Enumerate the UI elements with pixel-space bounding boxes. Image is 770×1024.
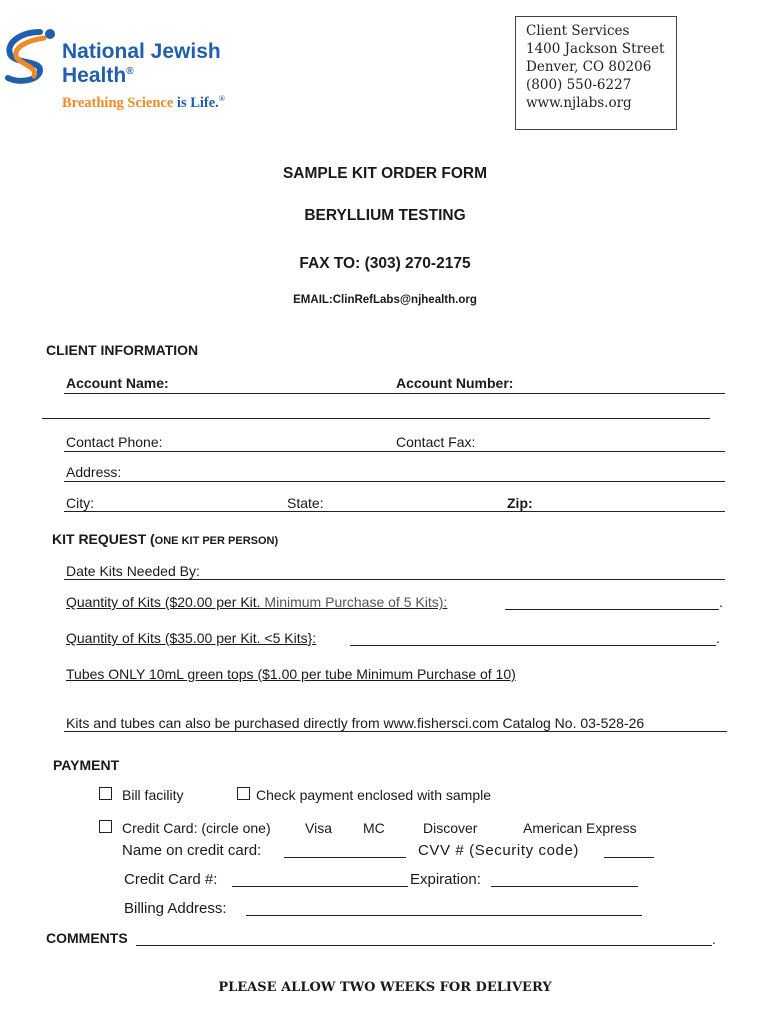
check-payment-label: Check payment enclosed with sample [256,787,492,803]
kit-request-heading-small: ONE KIT PER PERSON) [154,535,279,547]
name-on-card-label: Name on credit card: [122,842,262,859]
bill-facility-checkbox[interactable] [99,787,112,800]
national-jewish-health-logo-mark [0,26,60,88]
city-label: City: [66,495,94,511]
client-services-phone: (800) 550-6227 [526,77,632,93]
client-services-title: Client Services [526,23,630,39]
logo-registered-mark: ® [126,66,134,77]
account-line-2[interactable] [42,418,710,419]
billing-address-label: Billing Address: [124,900,227,917]
card-option-discover[interactable]: Discover [423,820,478,836]
tagline-registered-mark: ® [218,94,225,103]
tubes-only-label: Tubes ONLY 10mL green tops ($1.00 per tube Minimum Purchase of 10) [66,666,516,682]
contact-phone-label: Contact Phone: [66,434,163,450]
expiration-line[interactable] [491,886,638,887]
card-number-label: Credit Card #: [124,871,218,888]
quantity-35-line[interactable] [350,645,716,646]
form-subtitle: BERYLLIUM TESTING [304,207,466,224]
address-line[interactable] [64,481,725,482]
kit-request-heading [52,531,278,547]
quantity-20-label-a: Quantity of Kits ($20.00 per Kit. [66,594,261,610]
tagline-part1: Breathing Science [62,94,174,111]
account-line[interactable] [64,393,725,394]
client-info-heading: CLIENT INFORMATION [46,342,199,358]
date-needed-label: Date Kits Needed By: [66,563,200,579]
credit-card-label: Credit Card: (circle one) [122,820,271,836]
check-payment-checkbox[interactable] [237,787,250,800]
zip-label: Zip: [507,495,533,511]
quantity-20-line[interactable] [505,609,719,610]
contact-fax-label: Contact Fax: [396,434,476,450]
city-state-zip-line[interactable] [64,511,725,512]
quantity-35-period: . [716,630,720,646]
fax-number: FAX TO: (303) 270-2175 [299,255,471,272]
comments-line[interactable] [136,945,712,946]
name-on-card-line[interactable] [284,857,406,858]
comments-label: COMMENTS [46,930,128,946]
logo-name-line1: National Jewish [62,40,221,63]
bill-facility-label: Bill facility [122,787,184,803]
logo-name-health: Health [62,64,127,87]
card-option-mc[interactable]: MC [363,820,385,836]
state-label: State: [287,495,324,511]
logo [0,20,250,120]
delivery-note: PLEASE ALLOW TWO WEEKS FOR DELIVERY [218,980,552,995]
quantity-35-label: Quantity of Kits ($35.00 per Kit. <5 Kits}: [66,630,317,646]
client-services-city: Denver, CO 80206 [526,59,652,75]
address-label: Address: [66,464,122,480]
email-address: EMAIL:ClinRefLabs@njhealth.org [293,294,477,306]
comments-period: . [712,931,716,947]
cvv-label: CVV # (Security code) [418,842,579,859]
payment-heading: PAYMENT [53,757,120,773]
quantity-20-label-b: Minimum Purchase of 5 Kits): [260,594,448,610]
logo-tagline [62,94,225,112]
cvv-line[interactable] [604,857,654,858]
billing-address-line[interactable] [246,915,642,916]
quantity-20-label [66,594,447,610]
client-services-box [515,16,677,130]
card-number-line[interactable] [232,886,408,887]
form-title: SAMPLE KIT ORDER FORM [282,165,488,182]
account-name-label: Account Name: [66,375,169,391]
fisher-note-line [64,731,727,732]
date-needed-line[interactable] [64,579,725,580]
account-number-label: Account Number: [396,375,514,391]
fisher-note: Kits and tubes can also be purchased directly from www.fishersci.com Catalog No. 03-528-26 [66,715,645,731]
tagline-part2: is Life. [176,94,219,111]
quantity-20-period: . [719,594,723,610]
card-option-visa[interactable]: Visa [305,820,332,836]
expiration-label: Expiration: [410,871,481,888]
kit-request-heading-main: KIT REQUEST ( [52,531,155,547]
logo-name-line2 [62,64,134,88]
client-services-website: www.njlabs.org [526,95,632,111]
contact-line[interactable] [64,451,725,452]
client-services-street: 1400 Jackson Street [526,41,665,57]
card-option-amex[interactable]: American Express [523,820,637,836]
credit-card-checkbox[interactable] [99,820,112,833]
